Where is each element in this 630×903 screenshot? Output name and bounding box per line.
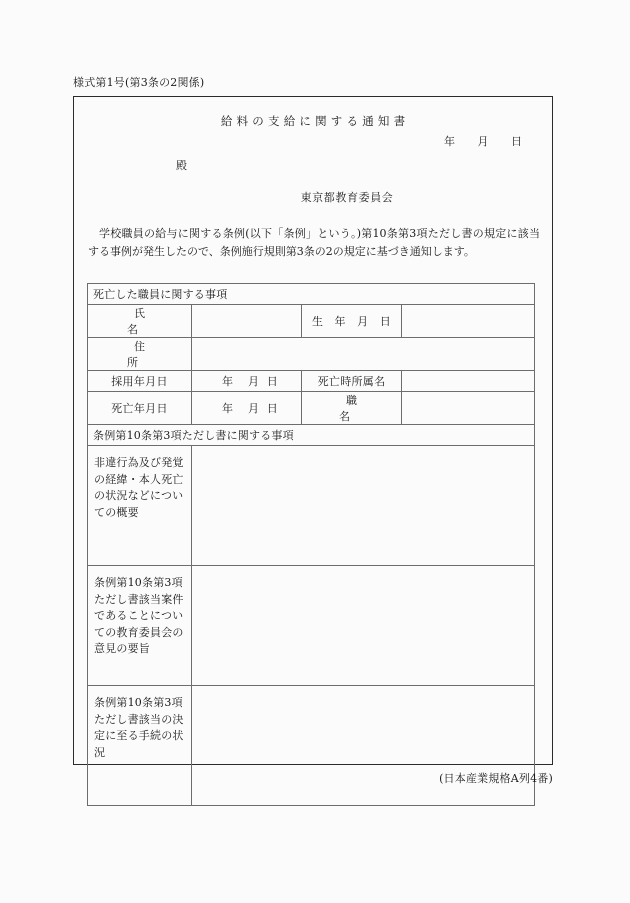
label-name: [88, 305, 209, 338]
label-address: [88, 338, 209, 371]
table-row: [88, 566, 535, 686]
date-month: 月: [477, 135, 489, 148]
section-header-provision: 条例第10条第3項ただし書に関する事項: [88, 425, 535, 446]
table-row: [88, 371, 535, 392]
label-name-text: 氏 名: [127, 307, 209, 336]
label-address-text: 住 所: [127, 340, 209, 369]
field-misconduct-summary[interactable]: [192, 446, 535, 566]
table-row: [88, 392, 535, 425]
field-affiliation[interactable]: [402, 371, 535, 392]
field-death-date[interactable]: [192, 392, 302, 425]
label-hire-date: 採用年月日: [88, 371, 192, 392]
label-death-date: 死亡年月日: [88, 392, 192, 425]
table-row: [88, 425, 535, 446]
hire-year: 年: [222, 375, 234, 388]
field-address[interactable]: [192, 338, 535, 371]
table-row: [88, 284, 535, 305]
label-affiliation: 死亡時所属名: [302, 371, 402, 392]
issuer-name: 東京都教育委員会: [300, 191, 394, 204]
body-paragraph: 学校職員の給与に関する条例(以下「条例」という。)第10条第3項ただし書の規定に該当する事例が発生したので、条例施行規則第3条の2の規定に基づき通知します。: [88, 227, 540, 258]
document-title: 給料の支給に関する通知書: [220, 114, 410, 128]
field-position[interactable]: [402, 392, 535, 425]
date-day: 日: [511, 135, 522, 148]
label-position-text: 職 名: [339, 394, 421, 423]
death-day: 日: [266, 402, 279, 415]
table-row: [88, 446, 535, 566]
table-row: [88, 305, 535, 338]
table-row: [88, 338, 535, 371]
death-month: 月: [248, 402, 260, 415]
hire-day: 日: [266, 375, 279, 388]
section-header-deceased: 死亡した職員に関する事項: [88, 284, 535, 305]
field-decision-process[interactable]: [192, 686, 535, 806]
addressee-suffix: 殿: [176, 159, 187, 172]
form-number: 様式第1号(第3条の2関係): [73, 76, 205, 89]
field-birth-date[interactable]: [402, 305, 535, 338]
date-line: [444, 133, 522, 149]
date-year: 年: [444, 135, 455, 148]
label-board-opinion: 条例第10条第3項ただし書該当案件であることについての教育委員会の意見の要旨: [88, 566, 192, 686]
notification-table: [87, 283, 535, 806]
label-misconduct-summary: 非違行為及び発覚の経緯・本人死亡の状況などについての概要: [88, 446, 192, 566]
field-board-opinion[interactable]: [192, 566, 535, 686]
paper-size-note: (日本産業規格A列4番): [439, 772, 553, 785]
label-birth-date: 生 年 月 日: [302, 305, 402, 338]
label-position: [302, 392, 421, 425]
hire-month: 月: [248, 375, 260, 388]
document-frame: [73, 96, 553, 765]
field-hire-date[interactable]: [192, 371, 302, 392]
label-decision-process: 条例第10条第3項ただし書該当の決定に至る手続の状況: [88, 686, 192, 806]
death-year: 年: [222, 402, 234, 415]
table-row: [88, 686, 535, 806]
